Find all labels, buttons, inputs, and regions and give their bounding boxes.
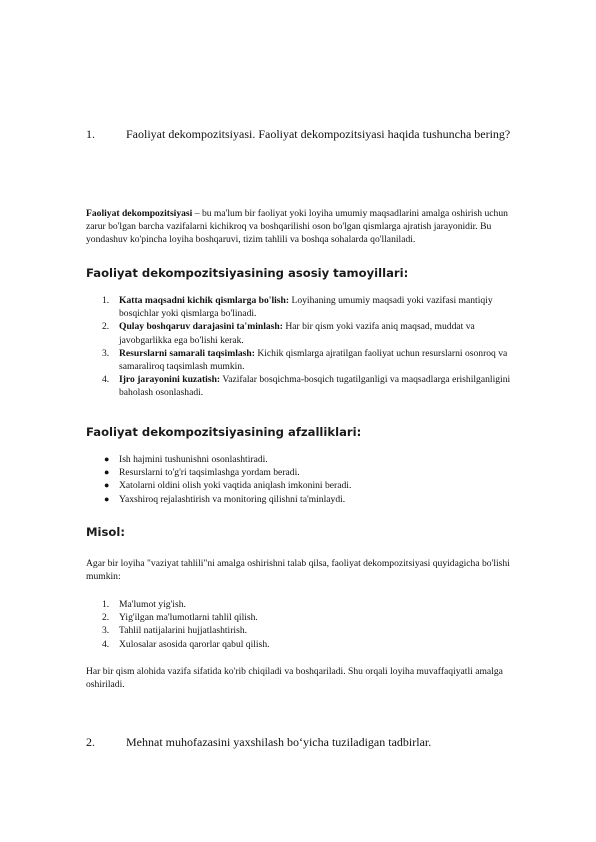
question-1-number: 1.	[86, 127, 95, 141]
list-item-text: Yig'ilgan ma'lumotlarni tahlil qilish.	[119, 612, 258, 624]
list-item-text: Ma'lumot yig'ish.	[119, 599, 186, 610]
list-item-title: Katta maqsadni kichik qismlarga bo'lish:	[119, 295, 290, 306]
list-item-text: Xatolarni oldini olish yoki vaqtida aniqlash imkonini beradi.	[119, 480, 352, 492]
principles-heading: Faoliyat dekompozitsiyasining asosiy tamoyillari:	[86, 266, 409, 280]
list-item-text: Yaxshiroq rejalashtirish va monitoring qilishni ta'minlaydi.	[119, 493, 346, 505]
bullet-icon: ●	[104, 480, 110, 491]
list-item-text: Kichik qismlarga ajratilgan faoliyat uchun resurslarni osonroq va samaraliroq taqsimlash mumkin.	[119, 347, 508, 373]
list-item	[86, 294, 522, 320]
list-item	[86, 479, 522, 492]
list-item-title: Ijro jarayonini kuzatish:	[119, 374, 221, 386]
question-2-text: Mehnat muhofazasini yaxshilash bo‘yicha tuziladigan tadbirlar.	[126, 735, 432, 749]
list-item	[86, 347, 522, 373]
list-item	[86, 493, 522, 506]
list-item-number: 2.	[102, 612, 110, 624]
list-item	[86, 598, 522, 611]
list-item-number: 4.	[102, 638, 110, 650]
list-item	[86, 320, 522, 346]
list-item	[86, 373, 522, 399]
intro-paragraph	[86, 207, 522, 247]
principles-list	[86, 294, 522, 400]
advantages-list	[86, 453, 522, 506]
list-item-number: 1.	[102, 295, 110, 306]
intro-text: – bu ma'lum bir faoliyat yoki loyiha umumiy maqsadlarini amalga oshirish uchun zarur bo'lgan barcha vazifalarni kichikroq va boshqarilishi oson bo'lgan qismlarga ajratish jarayonidir. Bu yondashuv ko'pincha loyiha boshqaruvi, tizim tahlili va boshqa sohalarda qo'llaniladi.	[86, 208, 508, 246]
example-conclusion: Har bir qism alohida vazifa sifatida ko'rib chiqiladi va boshqariladi. Shu orqali loyiha muvaffaqiyatli amalga oshiriladi.	[86, 666, 503, 691]
question-2-heading	[86, 734, 518, 751]
question-1-heading	[86, 126, 518, 143]
list-item-text: Ish hajmini tushunishni osonlashtiradi.	[119, 454, 268, 465]
list-item-text: Resurslarni to'g'ri taqsimlashga yordam beradi.	[119, 467, 300, 479]
list-item-title: Resurslarni samarali taqsimlash:	[119, 347, 255, 359]
list-item-text: Xulosalar asosida qarorlar qabul qilish.	[119, 638, 270, 650]
list-item-text: Har bir qism yoki vazifa aniq maqsad, muddat va javobgarlikka ega bo'lishi kerak.	[119, 321, 475, 346]
example-steps-list	[86, 598, 522, 651]
list-item-number: 3.	[102, 625, 110, 637]
list-item	[86, 638, 522, 651]
bullet-icon: ●	[104, 493, 110, 504]
list-item-number: 1.	[102, 599, 110, 610]
bullet-icon: ●	[104, 467, 110, 478]
example-heading: Misol:	[86, 525, 125, 539]
intro-term: Faoliyat dekompozitsiyasi	[86, 208, 193, 219]
list-item	[86, 624, 522, 637]
list-item-title: Qulay boshqaruv darajasini ta'minlash:	[119, 321, 283, 333]
list-item	[86, 466, 522, 479]
example-intro: Agar bir loyiha "vaziyat tahlili"ni amalga oshirishni talab qilsa, faoliyat dekompozitsiyasi quyidagicha bo'lishi mumkin:	[86, 558, 510, 583]
list-item	[86, 453, 522, 466]
list-item-text: Loyihaning umumiy maqsadi yoki vazifasi mantiqiy bosqichlar yoki qismlarga bo'linadi.	[119, 295, 493, 320]
list-item-text: Tahlil natijalarini hujjatlashtirish.	[119, 625, 248, 637]
question-1-text: Faoliyat dekompozitsiyasi. Faoliyat dekompozitsiyasi haqida tushuncha bering?	[126, 127, 511, 141]
list-item-number: 4.	[102, 374, 110, 386]
list-item-number: 3.	[102, 347, 110, 359]
list-item-number: 2.	[102, 321, 110, 333]
list-item-text: Vazifalar bosqichma-bosqich tugatilganligi va maqsadlarga erishilganligini baholash osonlashadi.	[119, 374, 511, 399]
question-2-number: 2.	[86, 735, 95, 749]
bullet-icon: ●	[104, 454, 110, 464]
advantages-heading: Faoliyat dekompozitsiyasining afzalliklari:	[86, 425, 362, 439]
list-item	[86, 611, 522, 624]
